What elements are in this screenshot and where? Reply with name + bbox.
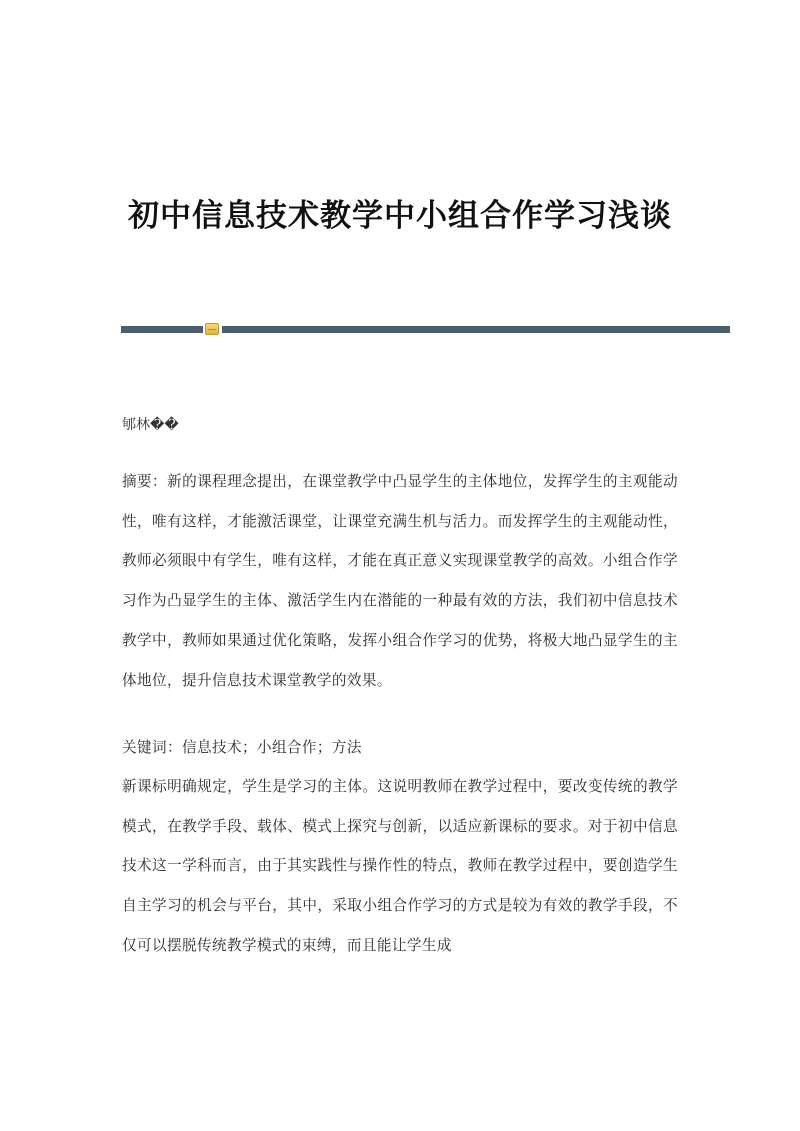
author-name: 郇林��	[122, 417, 179, 433]
envelope-emblem-icon	[205, 323, 219, 335]
document-title: 初中信息技术教学中小组合作学习浅谈	[128, 198, 672, 234]
abstract-paragraph: 摘要：新的课程理念提出，在课堂教学中凸显学生的主体地位，发挥学生的主观能动性，唯有这样，才能激活课堂，让课堂充满生机与活力。而发挥学生的主观能动性，教师必须眼中有学生，唯有这样，才能在真正意义实现课堂教学的高效。小组合作学习作为凸显学生的主体、激活学生内在潜能的一种最有效的方法，我们初中信息技术教学中，教师如果通过优化策略，发挥小组合作学习的优势，将极大地凸显学生的主体地位，提升信息技术课堂教学的效果。	[122, 473, 678, 689]
title-divider-left	[121, 326, 203, 333]
title-divider-right	[222, 326, 730, 333]
keywords-line: 关键词：信息技术；小组合作；方法	[122, 739, 362, 756]
body-paragraph: 新课标明确规定，学生是学习的主体。这说明教师在教学过程中，要改变传统的教学模式，在教学手段、载体、模式上探究与创新，以适应新课标的要求。对于初中信息技术这一学科而言，由于其实践性与操作性的特点，教师在教学过程中，要创造学生自主学习的机会与平台，其中，采取小组合作学习的方式是较为有效的教学手段，不仅可以摆脱传统教学模式的束缚，而且能让学生成	[122, 778, 678, 954]
